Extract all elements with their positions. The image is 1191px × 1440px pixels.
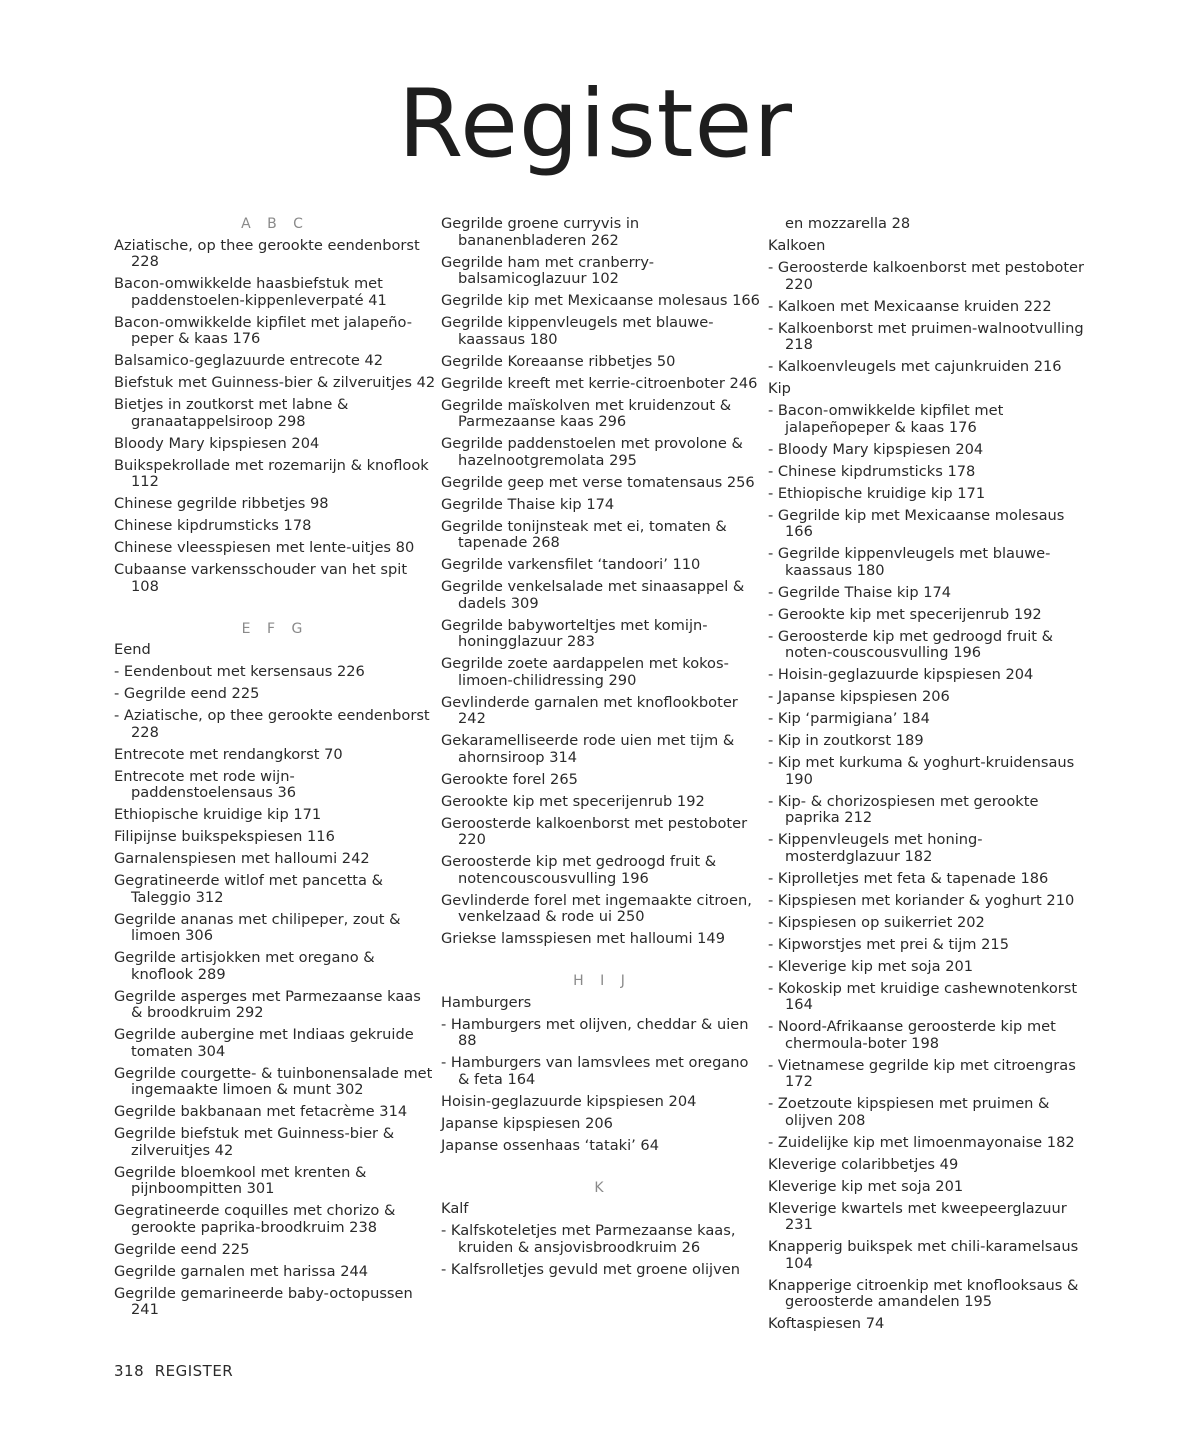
- index-entry: Gegrilde asperges met Parmezaanse kaas & broodkruim 292: [114, 987, 421, 1021]
- index-entry: - Kalkoen met Mexicaanse kruiden 222: [768, 297, 1052, 315]
- index-entry: Gegrilde kippenvleugels met blauwe-kaassaus 180: [441, 314, 714, 348]
- index-entry: Japanse kipspiesen 206: [441, 1114, 613, 1132]
- index-entry: - Kippenvleugels met honing-mosterdglazuur 182: [768, 831, 983, 865]
- index-entry: - Gerookte kip met specerijenrub 192: [768, 605, 1042, 623]
- page-number: 318: [114, 1362, 145, 1380]
- index-entry: - Geroosterde kip met gedroogd fruit & noten-couscousvulling 196: [768, 627, 1054, 661]
- index-entry: Knapperig buikspek met chili-karamelsaus 104: [768, 1238, 1079, 1272]
- footer-label: REGISTER: [154, 1362, 234, 1380]
- index-entry: - Kalfsrolletjes gevuld met groene olijven: [441, 1260, 740, 1278]
- index-entry: - Kipworstjes met prei & tijm 215: [768, 935, 1009, 953]
- index-entry: Biefstuk met Guinness-bier & zilveruitjes 42: [114, 374, 436, 391]
- index-entry: Gerookte kip met specerijenrub 192: [441, 792, 705, 810]
- index-entry: Gegrilde bakbanaan met fetacrème 314: [114, 1103, 408, 1120]
- index-entry: en mozzarella 28: [785, 215, 911, 232]
- index-entry: Gegrilde babyworteltjes met komijn-honingglazuur 283: [441, 616, 708, 650]
- index-entry: Gegrilde courgette- & tuinbonensalade met ingemaakte limoen & munt 302: [114, 1064, 433, 1098]
- index-entry: - Kalkoenvleugels met cajunkruiden 216: [768, 358, 1062, 375]
- index-entry: Aziatische, op thee gerookte eendenborst 228: [114, 236, 420, 270]
- section-heading: E F G: [241, 620, 309, 637]
- index-entry: - Kleverige kip met soja 201: [768, 957, 974, 975]
- index-entry: Gegrilde tonijnsteak met ei, tomaten & tapenade 268: [441, 517, 727, 551]
- index-entry: Chinese gegrilde ribbetjes 98: [114, 495, 329, 512]
- index-entry: Kleverige kip met soja 201: [768, 1177, 964, 1195]
- index-entry: - Gegrilde kip met Mexicaanse molesaus 166: [768, 506, 1065, 540]
- index-entry: Gegrilde garnalen met harissa 244: [114, 1262, 369, 1280]
- index-entry: Gegrilde aubergine met Indiaas gekruide tomaten 304: [114, 1026, 414, 1060]
- index-entry: Geroosterde kalkoenborst met pestoboter 220: [441, 814, 748, 848]
- index-entry: Japanse ossenhaas ‘tataki’ 64: [441, 1136, 659, 1154]
- index-entry: Bloody Mary kipspiesen 204: [114, 434, 320, 452]
- index-entry: Gevlinderde forel met ingemaakte citroen, venkelzaad & rode ui 250: [441, 891, 752, 925]
- index-entry: - Bloody Mary kipspiesen 204: [768, 440, 984, 458]
- index-entry: Entrecote met rode wijn-paddenstoelensaus 36: [114, 767, 297, 801]
- index-entry: Koftaspiesen 74: [768, 1315, 885, 1332]
- index-entry: - Hoisin-geglazuurde kipspiesen 204: [768, 666, 1034, 683]
- index-entry: - Kalkoenborst met pruimen-walnootvulling 218: [768, 319, 1084, 353]
- index-entry: Ethiopische kruidige kip 171: [114, 806, 322, 823]
- index-entry: Kalkoen: [768, 237, 826, 254]
- index-entry: Gegrilde venkelsalade met sinaasappel & dadels 309: [441, 578, 745, 612]
- section-heading: H I J: [573, 973, 631, 989]
- section-spacer: [114, 601, 436, 621]
- index-entry: Kip: [768, 380, 791, 397]
- page-title: Register: [397, 70, 793, 179]
- page-footer: [114, 1362, 233, 1380]
- index-entry: - Kalfskoteletjes met Parmezaanse kaas, kruiden & ansjovisbroodkruim 26: [441, 1222, 736, 1256]
- index-entry: - Kip met kurkuma & yoghurt-kruidensaus 190: [768, 754, 1075, 788]
- index-entry: Buikspekrollade met rozemarijn & knoflook 112: [114, 456, 429, 490]
- index-entry: Chinese kipdrumsticks 178: [114, 517, 312, 534]
- index-entry: Bacon-omwikkelde kipfilet met jalapeño-peper & kaas 176: [114, 313, 412, 347]
- section-spacer: [441, 953, 763, 973]
- index-entry: - Ethiopische kruidige kip 171: [768, 484, 986, 502]
- index-entry: Gegrilde gemarineerde baby-octopussen 241: [114, 1284, 413, 1318]
- index-entry: Kleverige kwartels met kweepeerglazuur 231: [768, 1199, 1067, 1233]
- index-entry: - Aziatische, op thee gerookte eendenborst 228: [114, 707, 430, 741]
- index-entry: Kalf: [441, 1200, 469, 1217]
- index-entry: Geroosterde kip met gedroogd fruit & notencouscousvulling 196: [441, 853, 717, 887]
- index-entry: Gegrilde ham met cranberry-balsamicoglazuur 102: [441, 253, 654, 287]
- index-entry: - Gegrilde Thaise kip 174: [768, 583, 952, 601]
- index-entry: Gegrilde groene curryvis in bananenbladeren 262: [441, 215, 640, 249]
- index-entry: Gevlinderde garnalen met knoflookboter 242: [441, 693, 738, 727]
- index-entry: - Bacon-omwikkelde kipfilet met jalapeñopeper & kaas 176: [768, 402, 1004, 436]
- index-entry: Gegrilde geep met verse tomatensaus 256: [441, 473, 755, 491]
- index-entry: Balsamico-geglazuurde entrecote 42: [114, 352, 384, 369]
- index-entry: Cubaanse varkensschouder van het spit 108: [114, 561, 408, 595]
- index-entry: Gegrilde Koreaanse ribbetjes 50: [441, 352, 676, 370]
- index-entry: - Hamburgers met olijven, cheddar & uien 88: [441, 1015, 749, 1049]
- index-entry: Gegrilde maïskolven met kruidenzout & Parmezaanse kaas 296: [441, 396, 732, 430]
- index-entry: Gerookte forel 265: [441, 770, 578, 788]
- index-column-3: [768, 216, 1090, 1338]
- index-entry: Bacon-omwikkelde haasbiefstuk met paddenstoelen-kippenleverpaté 41: [114, 275, 387, 309]
- index-entry: Gegrilde varkensfilet ‘tandoori’ 110: [441, 556, 701, 573]
- index-entry: Filipijnse buikspekspiesen 116: [114, 828, 335, 845]
- index-entry: - Hamburgers van lamsvlees met oregano & feta 164: [441, 1054, 749, 1088]
- index-entry: Gegrilde kip met Mexicaanse molesaus 166: [441, 292, 760, 309]
- index-entry: Gegratineerde witlof met pancetta & Taleggio 312: [114, 872, 383, 906]
- index-entry: Eend: [114, 641, 151, 658]
- index-entry: Gegrilde paddenstoelen met provolone & hazelnootgremolata 295: [441, 435, 743, 469]
- section-heading: A B C: [241, 216, 309, 232]
- index-entry: - Vietnamese gegrilde kip met citroengras 172: [768, 1056, 1076, 1090]
- index-entry: Gegrilde bloemkool met krenten & pijnboompitten 301: [114, 1163, 367, 1197]
- index-entry: Gegrilde artisjokken met oregano & knoflook 289: [114, 949, 375, 983]
- index-column-1: [114, 216, 436, 1324]
- index-entry: Hamburgers: [441, 993, 532, 1011]
- index-entry: - Kipspiesen met koriander & yoghurt 210: [768, 891, 1075, 909]
- index-entry: - Kip- & chorizospiesen met gerookte paprika 212: [768, 792, 1039, 826]
- index-column-2: [441, 216, 763, 1284]
- index-entry: Knapperige citroenkip met knoflooksaus & geroosterde amandelen 195: [768, 1276, 1079, 1310]
- index-entry: Gegrilde eend 225: [114, 1240, 250, 1258]
- index-entry: - Eendenbout met kersensaus 226: [114, 663, 365, 680]
- index-entry: Garnalenspiesen met halloumi 242: [114, 850, 370, 867]
- index-entry: - Chinese kipdrumsticks 178: [768, 462, 976, 480]
- index-entry: - Gegrilde eend 225: [114, 685, 260, 702]
- index-entry: - Kiprolletjes met feta & tapenade 186: [768, 869, 1049, 887]
- index-entry: Gegrilde zoete aardappelen met kokos-limoen-chilidressing 290: [441, 655, 729, 689]
- index-entry: Entrecote met rendangkorst 70: [114, 745, 343, 763]
- section-heading: K: [594, 1179, 610, 1196]
- index-entry: Hoisin-geglazuurde kipspiesen 204: [441, 1092, 697, 1110]
- index-entry: - Zuidelijke kip met limoenmayonaise 182: [768, 1133, 1075, 1151]
- index-entry: Chinese vleesspiesen met lente-uitjes 80: [114, 539, 415, 556]
- index-entry: Gegrilde biefstuk met Guinness-bier & zilveruitjes 42: [114, 1125, 395, 1159]
- index-entry: - Kip in zoutkorst 189: [768, 732, 924, 749]
- index-entry: Griekse lamsspiesen met halloumi 149: [441, 930, 726, 947]
- index-entry: Gekaramelliseerde rode uien met tijm & ahornsiroop 314: [441, 732, 735, 766]
- index-entry: Gegratineerde coquilles met chorizo & gerookte paprika-broodkruim 238: [114, 1202, 396, 1236]
- index-entry: Gegrilde Thaise kip 174: [441, 495, 615, 513]
- index-entry: Gegrilde ananas met chilipeper, zout & limoen 306: [114, 910, 401, 944]
- index-entry: - Japanse kipspiesen 206: [768, 688, 950, 705]
- index-entry: - Kip ‘parmigiana’ 184: [768, 710, 930, 727]
- index-entry: - Zoetzoute kipspiesen met pruimen & olijven 208: [768, 1095, 1050, 1129]
- section-spacer: [441, 1160, 763, 1180]
- index-entry: - Kipspiesen op suikerriet 202: [768, 913, 985, 931]
- index-entry: Gegrilde kreeft met kerrie-citroenboter 246: [441, 374, 758, 392]
- index-entry: - Noord-Afrikaanse geroosterde kip met chermoula-boter 198: [768, 1018, 1056, 1052]
- index-entry: - Gegrilde kippenvleugels met blauwe-kaassaus 180: [768, 545, 1051, 579]
- index-entry: Kleverige colaribbetjes 49: [768, 1155, 959, 1173]
- index-entry: - Geroosterde kalkoenborst met pestoboter 220: [768, 259, 1085, 293]
- index-entry: Bietjes in zoutkorst met labne & granaatappelsiroop 298: [114, 396, 349, 430]
- index-entry: - Kokoskip met kruidige cashewnotenkorst 164: [768, 979, 1078, 1013]
